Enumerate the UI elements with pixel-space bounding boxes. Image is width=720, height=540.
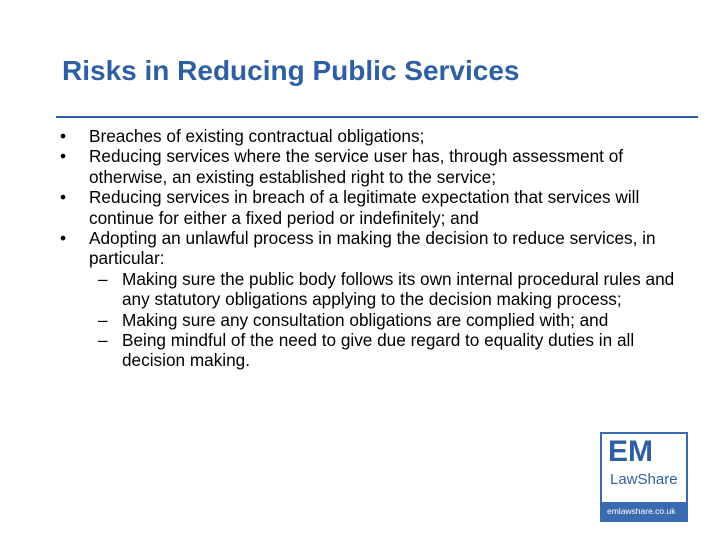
bullet-text: Breaches of existing contractual obligations; — [89, 126, 425, 146]
bullet-marker: • — [60, 126, 67, 146]
sub-bullet-item — [89, 330, 696, 371]
logo-lawshare-text: LawShare — [610, 471, 678, 488]
bullet-text: Reducing services where the service user has, through assessment of otherwise, an existing established right to the service; — [89, 146, 624, 187]
sub-bullet-text: Making sure the public body follows its own internal procedural rules and any statutory obligations applying to the decision making process; — [122, 268, 675, 310]
logo-url-text: emlawshare.co.uk — [607, 506, 676, 516]
bullet-text: Reducing services in breach of a legitimate expectation that services will continue for either a fixed period or indefinitely; and — [89, 187, 640, 228]
sub-bullet-item — [89, 269, 696, 310]
sub-bullet-text: Making sure any consultation obligations are complied with; and — [122, 309, 609, 330]
bullet-item — [56, 146, 696, 187]
slide-title: Risks in Reducing Public Services — [62, 55, 520, 86]
title-divider — [56, 116, 698, 118]
sub-bullet-text: Being mindful of the need to give due regard to equality duties in all decision making. — [122, 330, 635, 371]
em-lawshare-logo — [600, 432, 688, 522]
dash-marker: – — [98, 309, 108, 330]
dash-marker: – — [98, 330, 108, 351]
bullet-marker: • — [60, 146, 67, 167]
bullet-item — [56, 228, 696, 371]
bullet-marker: • — [60, 187, 67, 208]
bullet-item — [56, 187, 696, 228]
bullet-item — [56, 126, 696, 146]
dash-marker: – — [98, 268, 108, 289]
sub-bullet-list — [89, 269, 696, 371]
logo-em-text: EM — [608, 435, 653, 468]
bullet-list — [56, 126, 696, 371]
bullet-marker: • — [60, 228, 67, 249]
sub-bullet-item — [89, 310, 696, 330]
bullet-text: Adopting an unlawful process in making the decision to reduce services, in particular: — [89, 228, 656, 269]
